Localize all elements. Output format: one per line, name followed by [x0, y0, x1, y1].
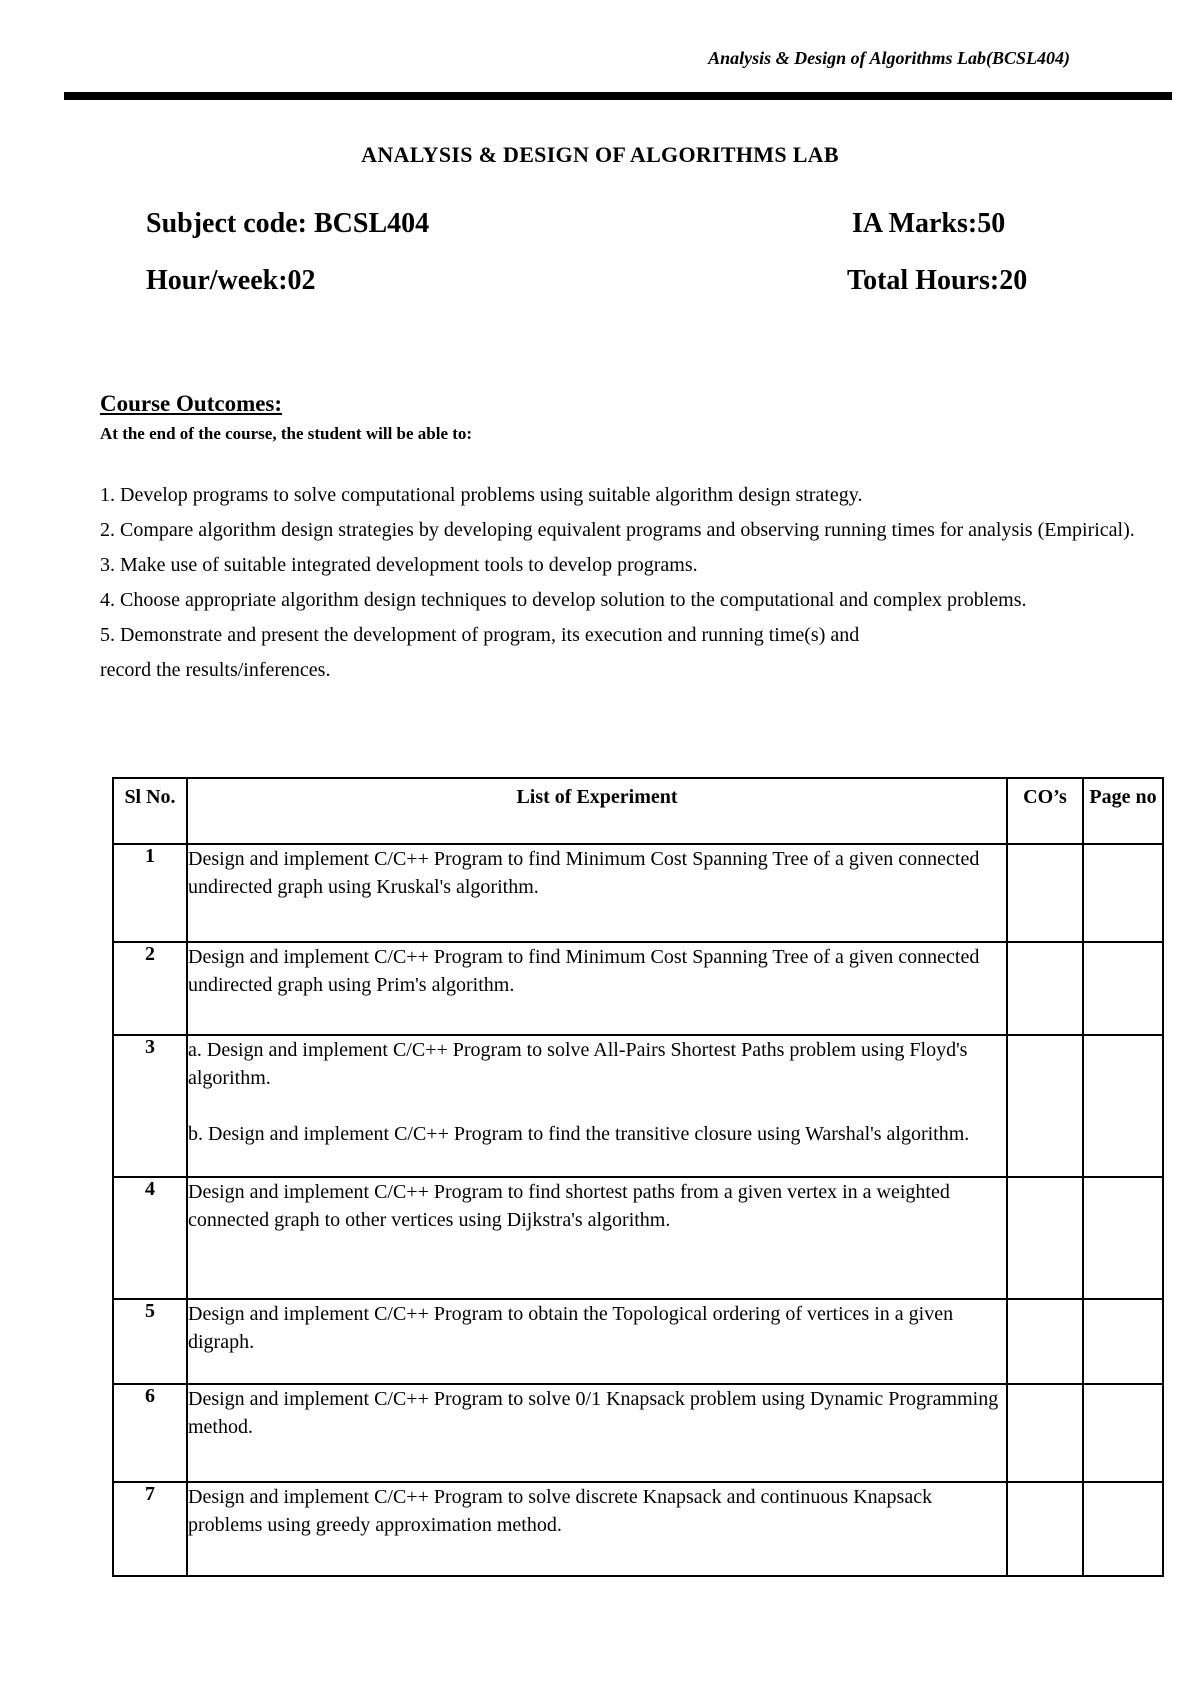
- row-sl-no: 4: [113, 1177, 187, 1299]
- row-sl-no: 6: [113, 1384, 187, 1482]
- hour-per-week: Hour/week:02: [146, 265, 316, 296]
- outcome-item: 3. Make use of suitable integrated development tools to develop programs.: [100, 554, 698, 576]
- experiment-text: Design and implement C/C++ Program to find Minimum Cost Spanning Tree of a given connected undirected graph using Prim's algorithm.: [188, 946, 980, 996]
- table-row: [113, 1299, 1163, 1384]
- outcome-item: 5. Demonstrate and present the development of program, its execution and running time(s) and: [100, 624, 860, 646]
- experiment-text: Design and implement C/C++ Program to solve discrete Knapsack and continuous Knapsack problems using greedy approximation method.: [188, 1486, 933, 1536]
- row-experiment: [187, 1482, 1007, 1576]
- row-cos-cell: [1007, 1177, 1083, 1299]
- row-experiment: [187, 844, 1007, 942]
- course-outcomes-heading: Course Outcomes:: [100, 391, 283, 416]
- row-cos-cell: [1007, 1384, 1083, 1482]
- experiment-text: Design and implement C/C++ Program to solve 0/1 Knapsack problem using Dynamic Programming method.: [188, 1388, 999, 1438]
- row-experiment: [187, 1384, 1007, 1482]
- column-header-sl-no: Sl No.: [113, 778, 187, 844]
- table-row: [113, 1177, 1163, 1299]
- running-header: Analysis & Design of Algorithms Lab(BCSL404): [708, 48, 1070, 68]
- outcome-item-continuation: record the results/inferences.: [100, 659, 331, 681]
- row-cos-cell: [1007, 844, 1083, 942]
- table-row: [113, 1482, 1163, 1576]
- row-sl-no: 7: [113, 1482, 187, 1576]
- row-cos-cell: [1007, 1299, 1083, 1384]
- total-hours: Total Hours:20: [847, 265, 1028, 296]
- experiment-text-b: b. Design and implement C/C++ Program to find the transitive closure using Warshal's algorithm.: [188, 1123, 970, 1145]
- row-page-cell: [1083, 942, 1163, 1035]
- row-cos-cell: [1007, 1035, 1083, 1177]
- course-outcomes-intro: At the end of the course, the student will be able to:: [100, 424, 473, 443]
- course-outcomes-list: [100, 481, 1190, 684]
- experiment-text-a: a. Design and implement C/C++ Program to solve All-Pairs Shortest Paths problem using Floyd's algorithm.: [188, 1039, 968, 1089]
- page-title: ANALYSIS & DESIGN OF ALGORITHMS LAB: [361, 142, 839, 167]
- row-sl-no: 5: [113, 1299, 187, 1384]
- row-page-cell: [1083, 1482, 1163, 1576]
- row-page-cell: [1083, 1035, 1163, 1177]
- table-header-row: [113, 778, 1163, 844]
- row-cos-cell: [1007, 1482, 1083, 1576]
- table-row: [113, 844, 1163, 942]
- table-row: [113, 942, 1163, 1035]
- experiment-text: Design and implement C/C++ Program to find shortest paths from a given vertex in a weighted connected graph to other vertices using Dijkstra's algorithm.: [188, 1181, 950, 1231]
- table-row: [113, 1384, 1163, 1482]
- row-page-cell: [1083, 1177, 1163, 1299]
- experiment-table: [112, 777, 1164, 1577]
- outcome-item: 2. Compare algorithm design strategies by developing equivalent programs and observing running times for analysis (Empirical).: [100, 519, 1135, 541]
- row-page-cell: [1083, 844, 1163, 942]
- row-sl-no: 2: [113, 942, 187, 1035]
- column-header-cos: CO’s: [1007, 778, 1083, 844]
- column-header-page-no: Page no: [1083, 778, 1163, 844]
- row-experiment: [187, 1177, 1007, 1299]
- experiment-text: Design and implement C/C++ Program to obtain the Topological ordering of vertices in a given digraph.: [188, 1303, 954, 1353]
- row-experiment: [187, 1035, 1007, 1177]
- table-row: [113, 1035, 1163, 1177]
- row-experiment: [187, 942, 1007, 1035]
- ia-marks: IA Marks:50: [852, 208, 1006, 239]
- experiment-text: Design and implement C/C++ Program to find Minimum Cost Spanning Tree of a given connected undirected graph using Kruskal's algorithm.: [188, 848, 980, 898]
- row-sl-no: 1: [113, 844, 187, 942]
- outcome-item: 4. Choose appropriate algorithm design techniques to develop solution to the computational and complex problems.: [100, 589, 1027, 611]
- row-page-cell: [1083, 1299, 1163, 1384]
- subject-code: Subject code: BCSL404: [146, 208, 430, 239]
- column-header-experiment: List of Experiment: [187, 778, 1007, 844]
- row-sl-no: 3: [113, 1035, 187, 1177]
- outcome-item: 1. Develop programs to solve computational problems using suitable algorithm design strategy.: [100, 484, 863, 506]
- header-rule: [64, 92, 1172, 100]
- row-cos-cell: [1007, 942, 1083, 1035]
- row-experiment: [187, 1299, 1007, 1384]
- row-page-cell: [1083, 1384, 1163, 1482]
